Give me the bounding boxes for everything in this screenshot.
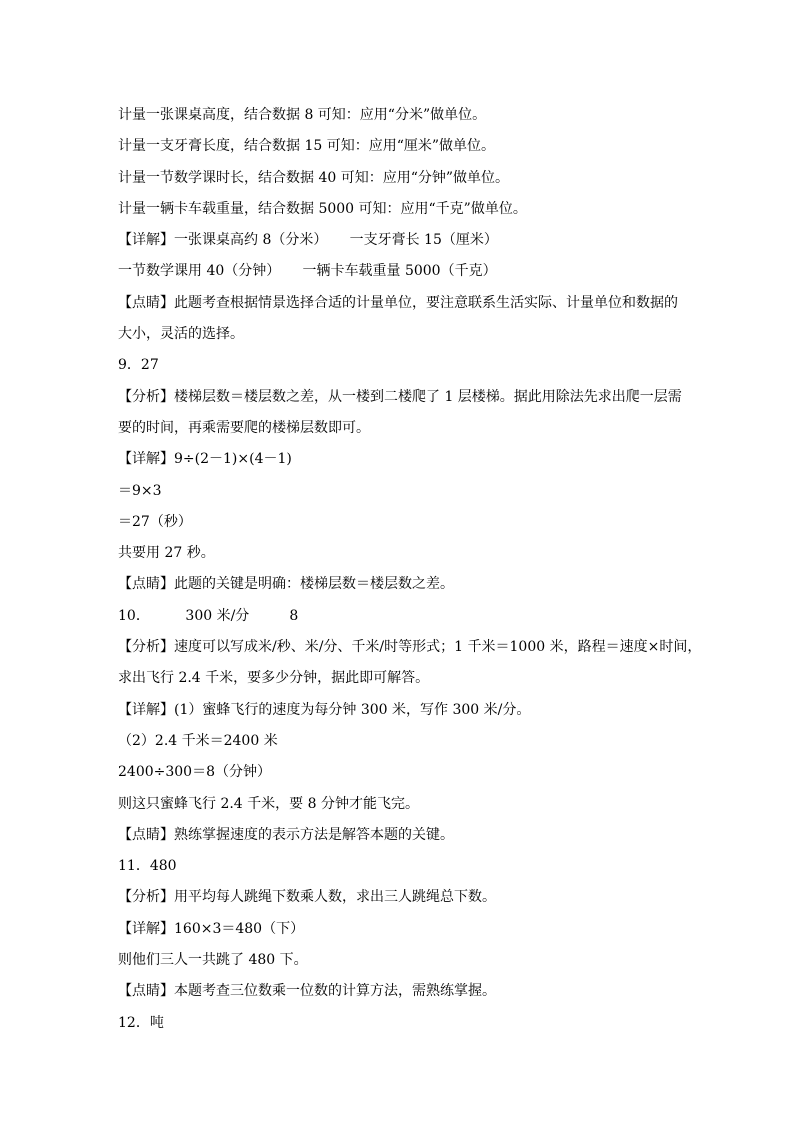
text-line: 共要用 27 秒。 (118, 545, 215, 562)
question-number-12: 12．吨 (118, 1014, 164, 1031)
text-line: 计量一支牙膏长度，结合数据 15 可知：应用“厘米”做单位。 (118, 138, 496, 155)
text-line: 求出飞行 2.4 千米，要多少分钟，据此即可解答。 (118, 670, 430, 687)
document-body (118, 100, 702, 1039)
comment-line: 【点睛】此题的关键是明确：楼梯层数＝楼层数之差。 (118, 576, 454, 593)
formula-line: ＝27（秒） (118, 513, 192, 530)
question-number-9: 9．27 (118, 357, 159, 374)
text-line: 计量一辆卡车载重量，结合数据 5000 可知：应用“千克”做单位。 (118, 200, 527, 217)
text-line: 计量一张课桌高度，结合数据 8 可知：应用“分米”做单位。 (118, 107, 487, 123)
answer-detail-line: 【详解】一张课桌高约 8（分米） 一支牙膏长 15（厘米） (118, 232, 498, 249)
comment-line: 【点睛】本题考查三位数乘一位数的计算方法，需熟练掌握。 (118, 983, 496, 1000)
formula-line: ＝9×3 (118, 482, 162, 499)
comment-line: 【点睛】此题考查根据情景选择合适的计量单位，要注意联系生活实际、计量单位和数据的 (118, 294, 678, 311)
text-line: 计量一节数学课时长，结合数据 40 可知：应用“分钟”做单位。 (118, 169, 510, 186)
analysis-line: 【分析】用平均每人跳绳下数乘人数，求出三人跳绳总下数。 (118, 889, 496, 906)
text-line: 则这只蜜蜂飞行 2.4 千米，要 8 分钟才能飞完。 (118, 795, 419, 812)
answer-detail-line: 【详解】(1）蜜蜂飞行的速度为每分钟 300 米，写作 300 米/分。 (118, 701, 531, 718)
text-line: 要的时间，再乘需要爬的楼梯层数即可。 (118, 419, 370, 436)
analysis-line: 【分析】楼梯层数＝楼层数之差，从一楼到二楼爬了 1 层楼梯。据此用除法先求出爬一层需 (118, 388, 682, 405)
text-line: 则他们三人一共跳了 480 下。 (118, 952, 308, 969)
answer-detail-line: 【详解】160×3＝480（下） (118, 920, 305, 937)
question-number-10: 10． 300 米/分 8 (118, 607, 299, 624)
text-line: 大小，灵活的选择。 (118, 326, 244, 343)
comment-line: 【点睛】熟练掌握速度的表示方法是解答本题的关键。 (118, 826, 454, 843)
answer-detail-line: 【详解】9÷(2－1)×(4－1) (118, 451, 292, 468)
text-line: （2）2.4 千米＝2400 米 (118, 732, 278, 749)
formula-line: 2400÷300＝8（分钟） (118, 764, 271, 781)
question-number-11: 11．480 (118, 858, 177, 875)
analysis-line: 【分析】速度可以写成米/秒、米/分、千米/时等形式；1 千米＝1000 米，路程＝速度×时间， (118, 639, 702, 656)
text-line: 一节数学课用 40（分钟） 一辆卡车载重量 5000（千克） (118, 263, 497, 280)
